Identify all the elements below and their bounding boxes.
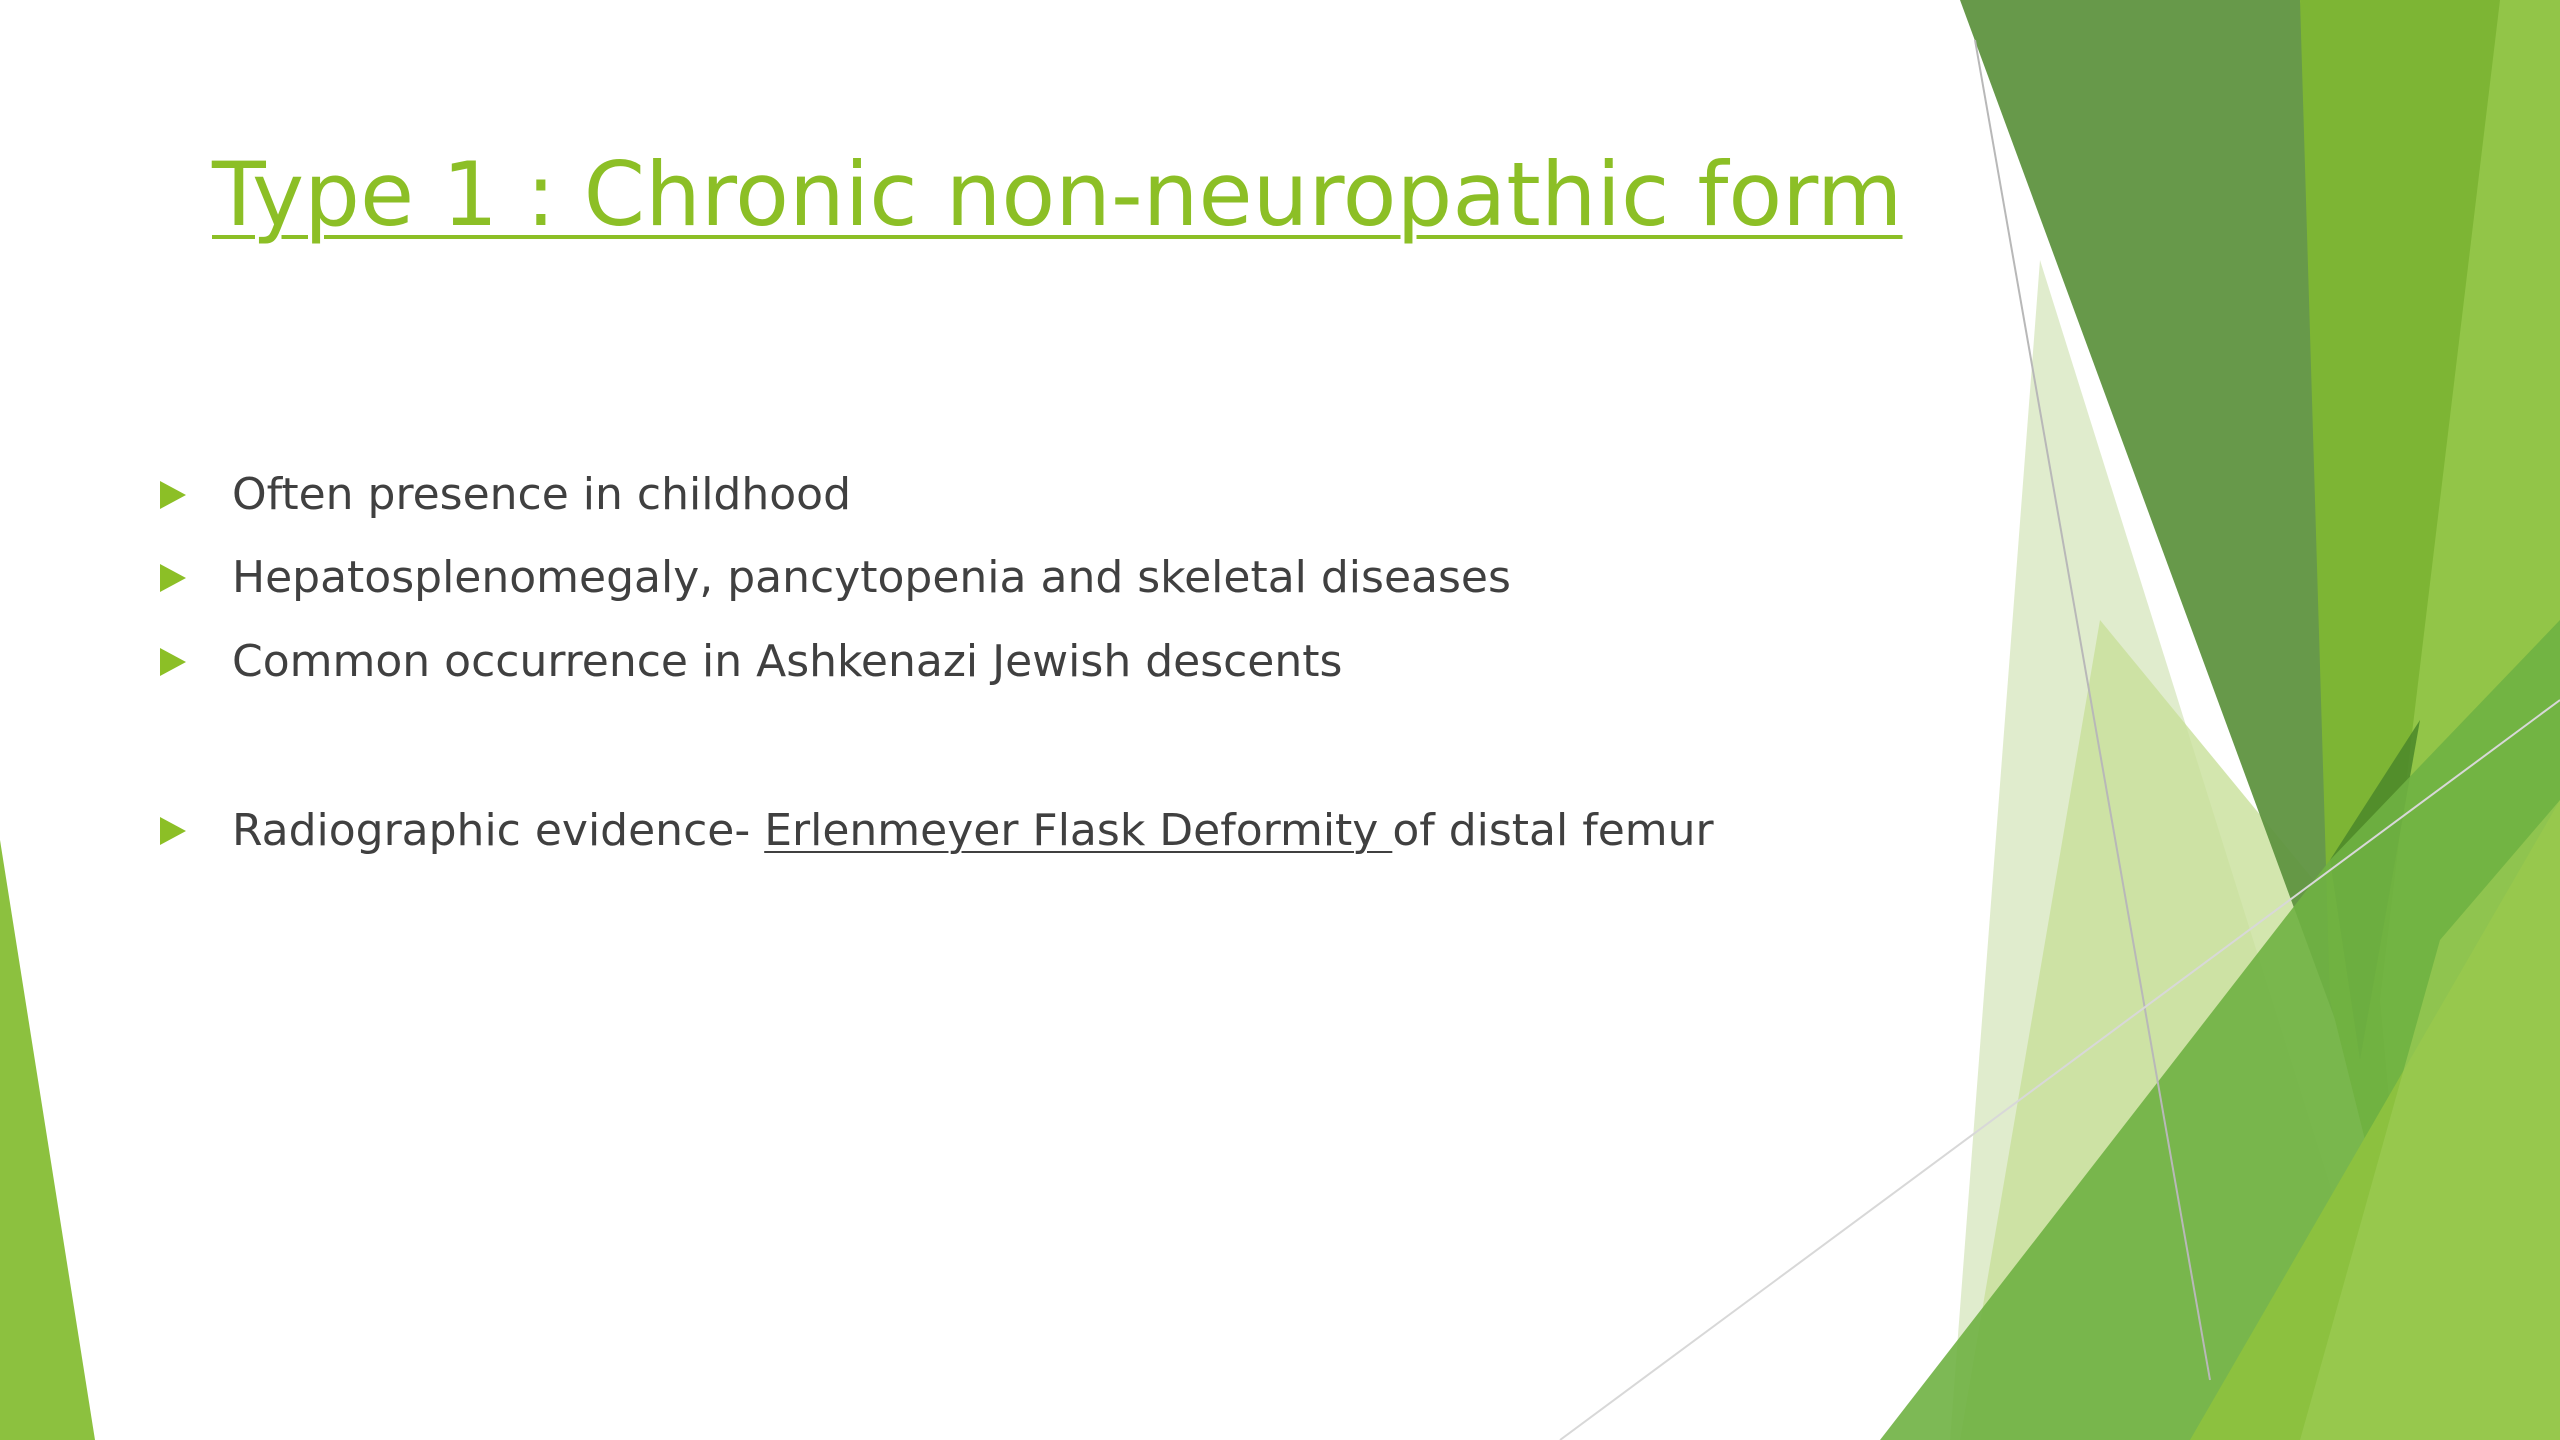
triangle-right-icon [160,481,186,509]
bullet-item [160,548,1511,608]
slide-title: Type 1 : Chronic non-neuropathic form [212,143,1903,246]
bullet-text: Hepatosplenomegaly, pancytopenia and skeletal diseases [232,552,1511,603]
triangle-right-icon [160,817,186,845]
bullet-item [160,632,1342,692]
bullet-item [160,465,851,525]
erlenmeyer-link[interactable]: Erlenmeyer Flask Deformity [764,805,1393,856]
triangle-right-icon [160,648,186,676]
bullet-text: Common occurrence in Ashkenazi Jewish descents [232,636,1343,687]
radiographic-suffix: of distal femur [1392,805,1714,856]
triangle-right-icon [160,564,186,592]
radiographic-prefix: Radiographic evidence- [232,805,765,856]
bullet-text [232,801,1714,861]
bullet-text: Often presence in childhood [232,469,852,520]
bullet-item-radiographic [160,801,1714,861]
